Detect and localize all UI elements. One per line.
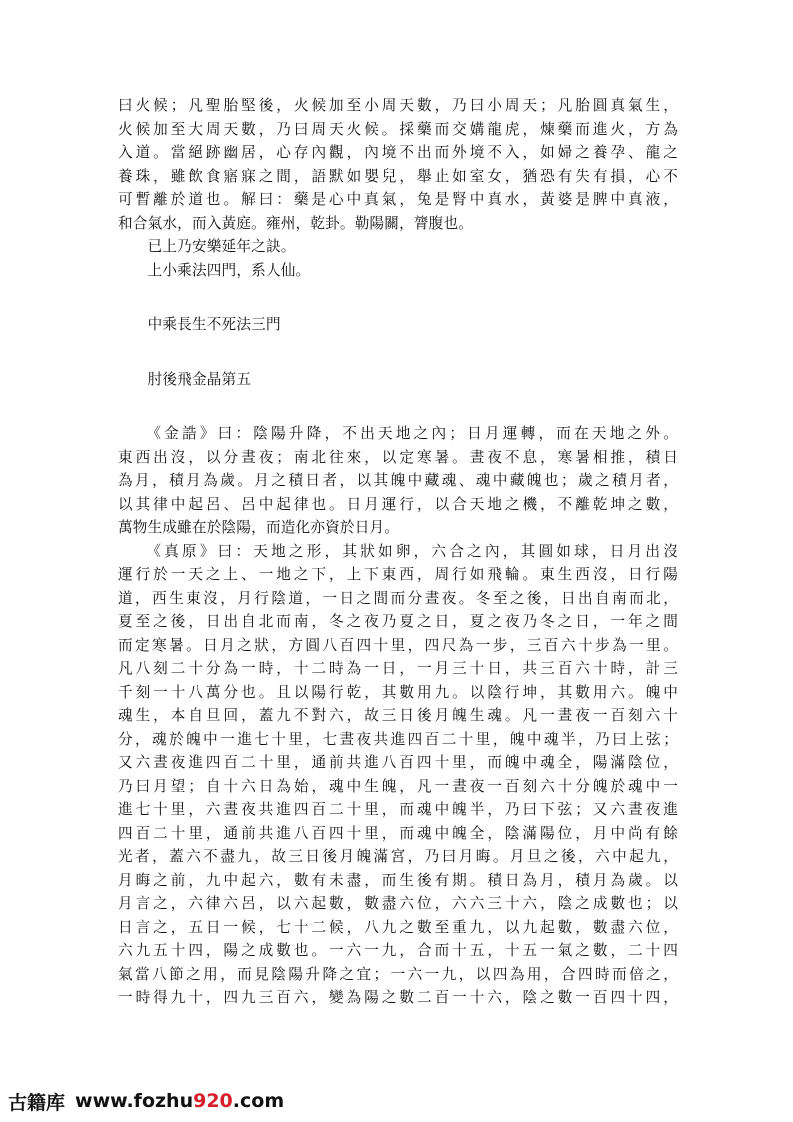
site-name: 古籍库 (8, 1091, 66, 1114)
text-line: 火候加至大周天數，乃曰周天火候。採藥而交媾龍虎，煉藥而進火，方為 (118, 120, 678, 138)
text-line: 六九五十四，陽之成數也。一六一九，合而十五，十五一氣之數，二十四 (118, 942, 678, 959)
text-line: 以其律中起呂、呂中起律也。日月運行，以合天地之機，不離乾坤之數， (118, 495, 678, 513)
text-line: 入道。當絕跡幽居，心存內觀，內境不出而外境不入，如婦之養孕、龍之 (118, 144, 678, 161)
text-line: 月言之，六律六呂，以六起數，數盡六位，六六三十六，陰之成數也；以 (118, 895, 678, 912)
chapter-heading: 肘後飛金晶第五 (118, 370, 252, 388)
text-line: 千刻一十八萬分也。且以陽行乾，其數用九。以陰行坤，其數用六。魄中 (118, 683, 678, 701)
text-line: 月晦之前，九中起六，數有未盡，而生後有期。積日為月，積月為歲。以 (118, 871, 678, 889)
text-line: 《金誥》曰：陰陽升降，不出天地之內；日月運轉，而在天地之外。 (118, 425, 678, 442)
text-line: 日言之，五日一候，七十二候，八九之數至重九，以九起數，數盡六位， (118, 918, 678, 936)
text-line: 魂生，本自旦回，蓋九不對六，故三日後月魄生魂。凡一晝夜一百刻六十 (118, 707, 678, 724)
text-line: 為月，積月為歲。月之積日者，以其魄中藏魂、魂中藏魄也；歲之積月者， (118, 472, 678, 489)
text-line: 道，西生東沒，月行陰道，一日之間而分晝夜。冬至之後，日出自南而北， (118, 589, 678, 607)
text-line: 四百二十里，通前共進八百四十里，而魂中魄全，陰滿陽位，月中尚有餘 (118, 824, 678, 842)
site-url-prefix: www.fozhu (75, 1090, 194, 1112)
site-url-suffix: .com (232, 1090, 285, 1112)
text-line: 運行於一天之上、一地之下，上下東西，周行如飛輪。東生西沒，日行陽 (118, 566, 678, 583)
text-line: 氣當八節之用，而見陰陽升降之宜；一六一九，以四為用，合四時而倍之， (118, 965, 678, 983)
site-watermark (8, 1086, 284, 1116)
blank-line (118, 282, 678, 313)
text-line: 又六晝夜進四百二十里，通前共進八百四十里，而魄中魂全，陽滿陰位， (118, 754, 678, 771)
text-line: 上小乘法四門，系人仙。 (118, 261, 311, 279)
blank-line (118, 337, 678, 368)
text-line: 萬物生成雖在於陰陽，而造化亦資於日月。 (118, 519, 400, 536)
text-line: 一時得九十，四九三百六，變為陽之數二百一十六，陰之數一百四十四， (118, 989, 678, 1006)
text-line: 進七十里，六晝夜共進四百二十里，而魂中魄半，乃曰下弦；又六晝夜進 (118, 801, 678, 818)
text-line: 曰火候；凡聖胎堅後，火候加至小周天數，乃曰小周天；凡胎圓真氣生， (118, 97, 678, 114)
text-line: 和合氣水，而入黃庭。雍州，乾卦。勒陽關，膂腹也。 (118, 214, 474, 232)
text-line: 分，魂於魄中一進七十里，七晝夜共進四百二十里，魄中魂半，乃曰上弦； (118, 730, 678, 748)
document-body (118, 94, 678, 1010)
text-line: 《真原》曰：天地之形，其狀如卵，六合之內，其圓如球，日月出沒 (118, 542, 678, 560)
text-line: 光者，蓋六不盡九，故三日後月魄滿宮，乃曰月晦。月旦之後，六中起九， (118, 848, 678, 865)
text-line: 凡八刻二十分為一時，十二時為一日，一月三十日，共三百六十時，計三 (118, 660, 678, 677)
text-line: 東西出沒，以分晝夜；南北往來，以定寒暑。晝夜不息，寒暑相推，積日 (118, 448, 678, 466)
section-heading: 中乘長生不死法三門 (118, 316, 281, 333)
blank-line (118, 391, 678, 422)
site-url-accent: 920 (193, 1090, 233, 1112)
text-line: 養珠，雖飲食寤寐之間，語默如嬰兒，舉止如室女，猶恐有失有損，心不 (118, 167, 678, 185)
text-line: 夏至之後，日出自北而南，冬之夜乃夏之日，夏之夜乃冬之日，一年之間 (118, 613, 678, 630)
text-line: 而定寒暑。日月之狀，方圓八百四十里，四尺為一步，三百六十步為一里。 (118, 636, 678, 654)
text-line: 已上乃安樂延年之訣。 (118, 238, 296, 255)
text-line: 乃曰月望；自十六日為始，魂中生魄，凡一晝夜一百刻六十分魄於魂中一 (118, 777, 678, 795)
text-line: 可暫離於道也。解曰：藥是心中真氣，兔是腎中真水，黃婆是脾中真液， (118, 191, 678, 208)
